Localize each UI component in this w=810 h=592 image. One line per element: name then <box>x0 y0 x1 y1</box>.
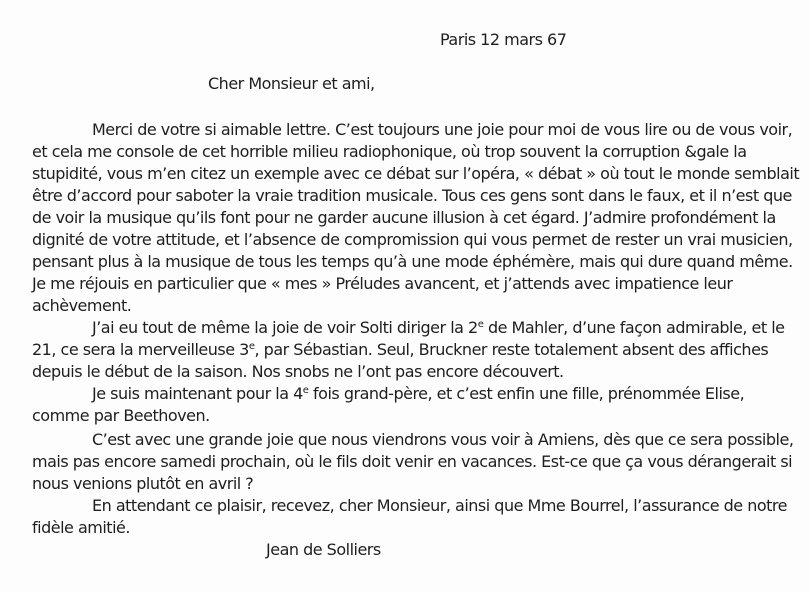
text-line: depuis le début de la saison. Nos snobs ne l’ont pas encore découvert. <box>32 362 564 381</box>
text-line: comme par Beethoven. <box>32 406 210 425</box>
text-line: Merci de votre si aimable lettre. C’est toujours une joie pour moi de vous lire ou de vous voir, <box>92 120 793 139</box>
text-line: de voir la musique qu’ils font pour ne garder aucune illusion à cet égard. J’admire profondément la <box>32 208 776 227</box>
text-line: stupidité, vous m’en citez un exemple avec ce débat sur l’opéra, « débat » où tout le monde semblait <box>32 164 800 183</box>
letter-salutation: Cher Monsieur et ami, <box>208 74 375 93</box>
text-line: achèvement. <box>32 296 132 315</box>
text-line: et cela me console de cet horrible milieu radiophonique, où trop souvent la corruption &gale la <box>32 142 747 161</box>
text-line: Je suis maintenant pour la 4e fois grand-père, et c’est enfin une fille, prénommée Elise, <box>92 384 745 403</box>
text-line: pensant plus à la musique de tous les temps qu’à une mode éphémère, mais qui dure quand même. <box>32 252 793 271</box>
text-line: nous venions plutôt en avril ? <box>32 474 254 493</box>
text-line: mais pas encore samedi prochain, où le fils doit venir en vacances. Est-ce que ça vous dérangerait si <box>32 452 793 471</box>
text-line: C’est avec une grande joie que nous viendrons vous voir à Amiens, dès que ce sera possible, <box>92 430 794 449</box>
text-line: dignité de votre attitude, et l’absence de compromission qui vous permet de rester un vrai musicien, <box>32 230 793 249</box>
text-line: J’ai eu tout de même la joie de voir Solti diriger la 2e de Mahler, d’une façon admirable, et le <box>92 318 785 337</box>
text-line: 21, ce sera la merveilleuse 3e, par Sébastian. Seul, Bruckner reste totalement absent des affiches <box>32 340 769 359</box>
text-line: être d’accord pour saboter la vraie tradition musicale. Tous ces gens sont dans le faux, et il n’est que <box>32 186 792 205</box>
letter-date: Paris 12 mars 67 <box>440 30 567 49</box>
text-line: fidèle amitié. <box>32 518 130 537</box>
letter-signature: Jean de Solliers <box>266 540 381 559</box>
text-line: En attendant ce plaisir, recevez, cher Monsieur, ainsi que Mme Bourrel, l’assurance de notre <box>92 496 787 515</box>
text-line: Je me réjouis en particulier que « mes » Préludes avancent, et j’attends avec impatience leur <box>32 274 733 293</box>
